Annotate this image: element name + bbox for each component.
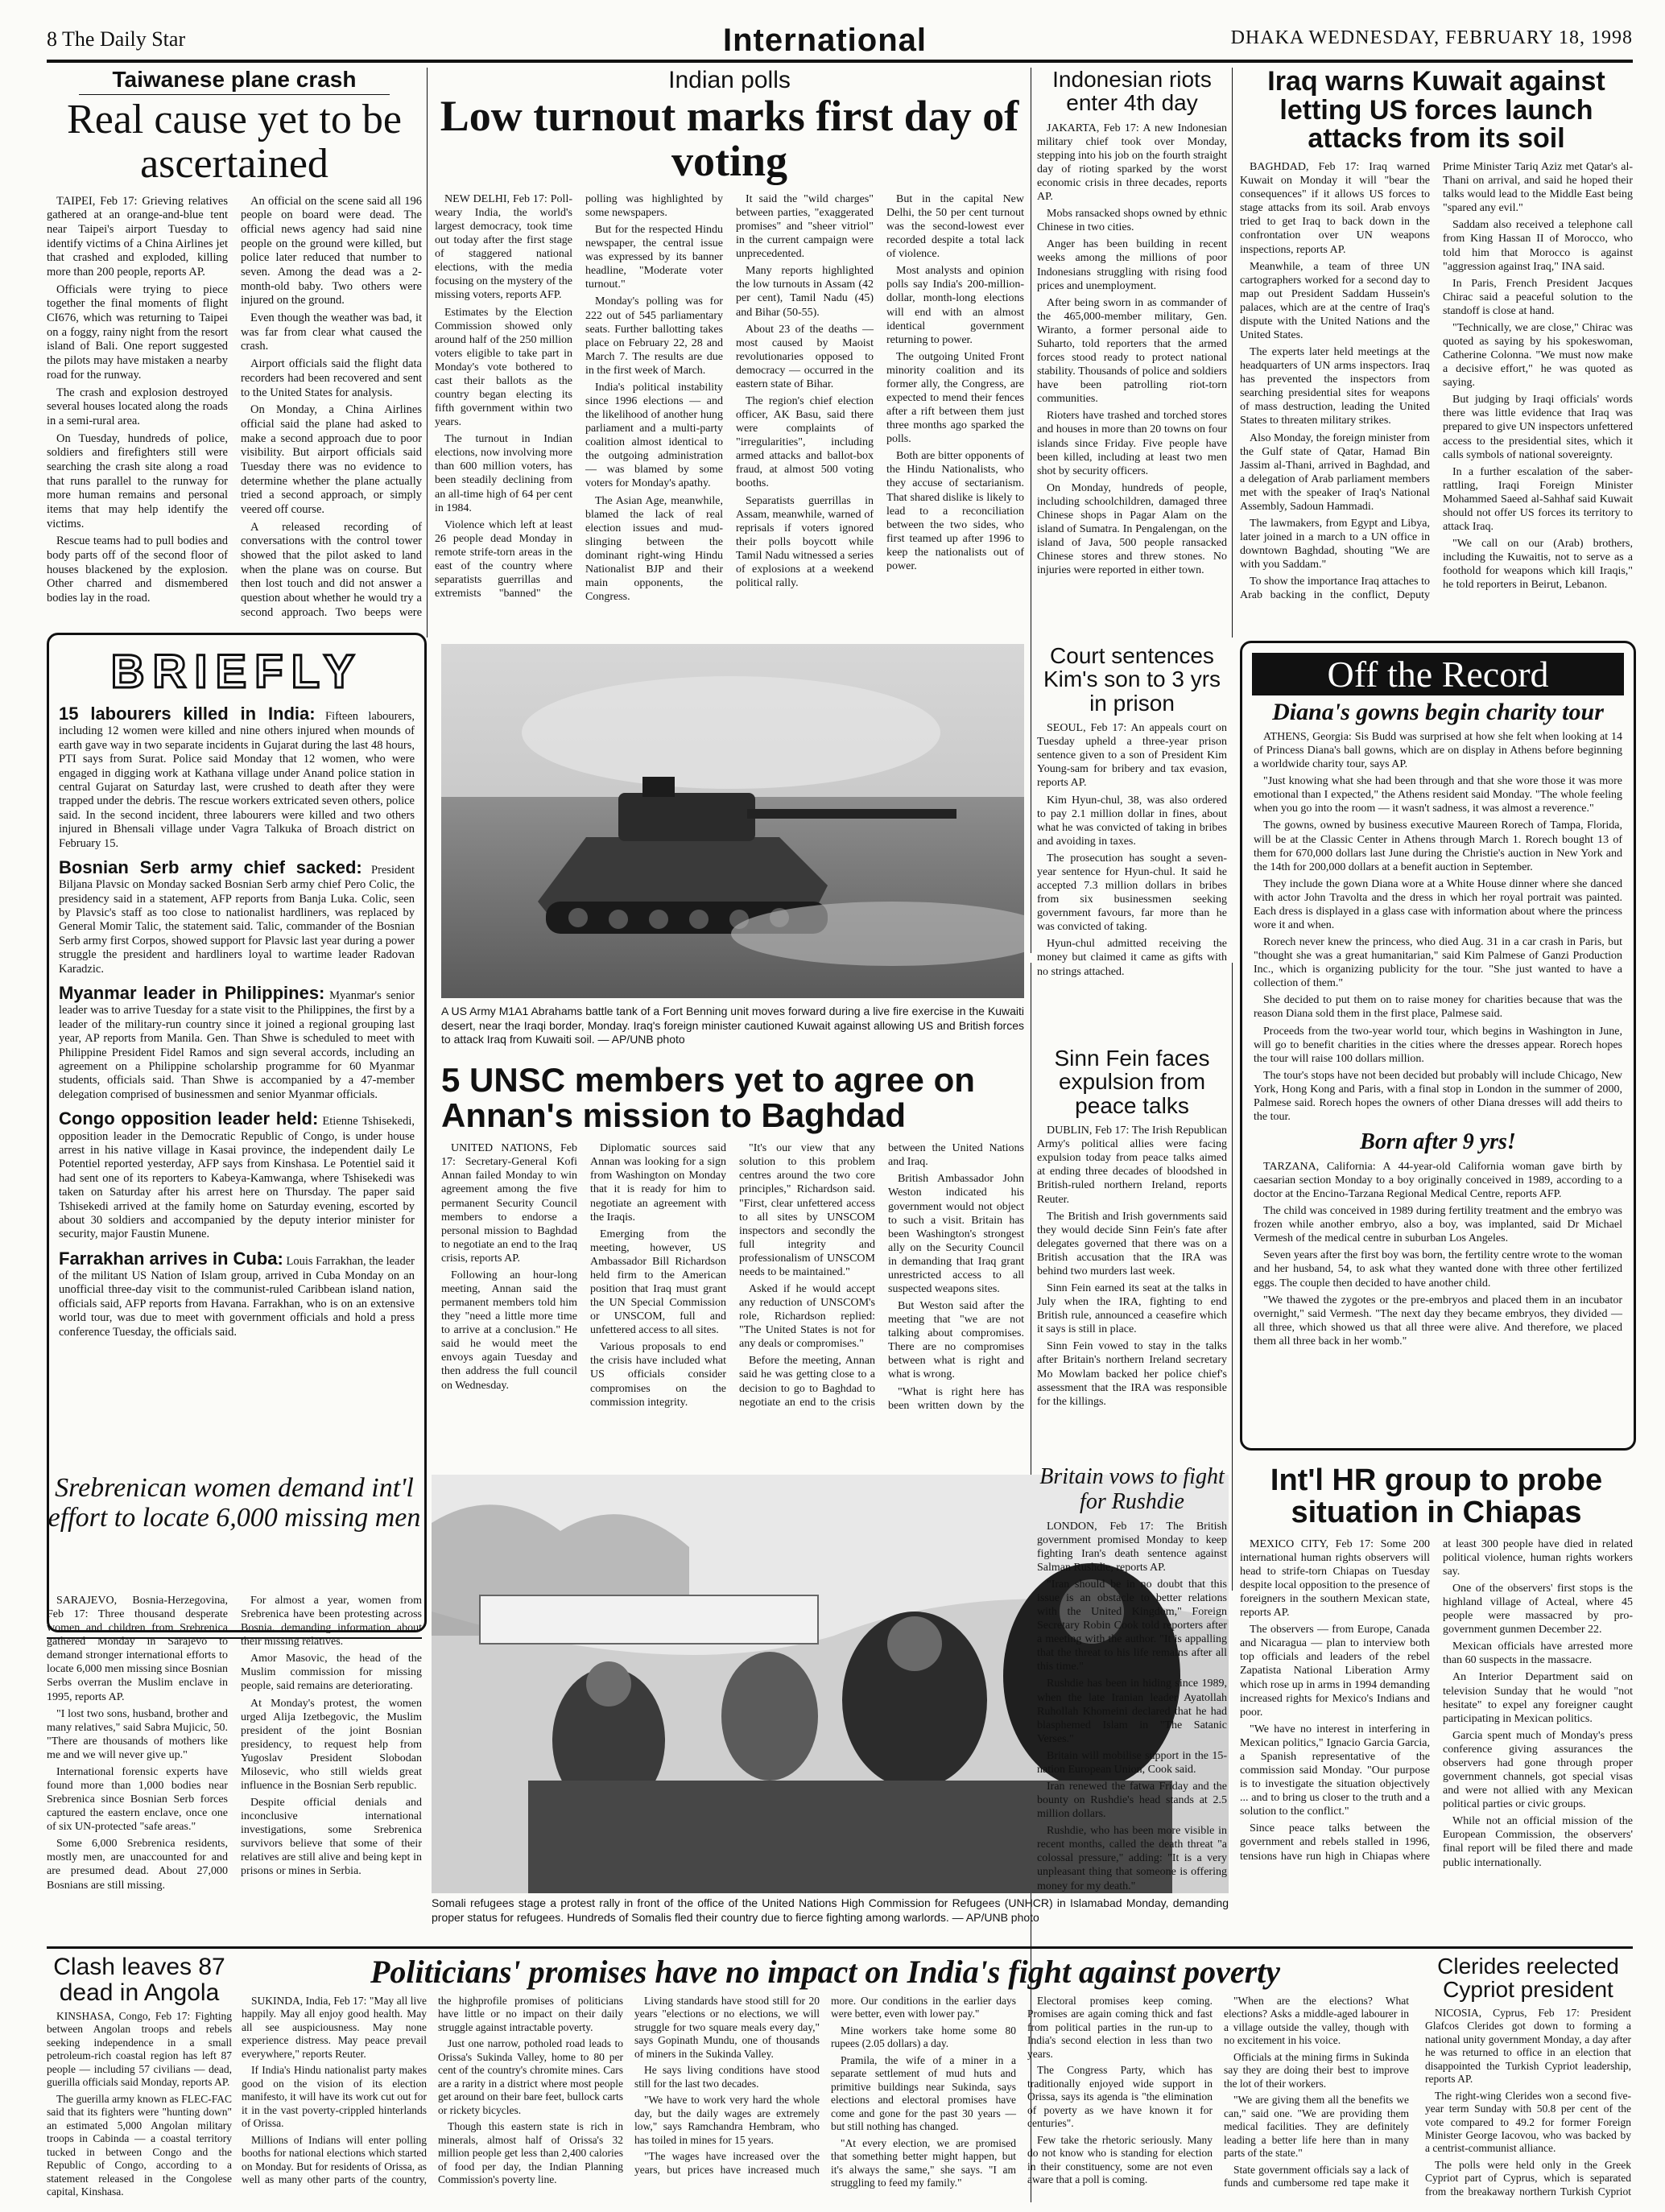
angola-headline: Clash leaves 87 dead in Angola [53,1954,225,2006]
india-headline: Low turnout marks first day of voting [440,91,1019,186]
brief-item: Bosnian Serb army chief sacked: President Biljana Plavsic on Monday sacked Bosnian Serb army chief Pero Colic, the presidency said in a statement, AFP reports from Banja Luka. Colic, seen by Plavsic's staff as too close to nationalist hardliners, was replaced by General Momir Talic, the statement said. Talic, commander of the Bosnian Serb army first Corpos, showed support for Plavsic last year during a power struggle the president and hardliners loyal to wartime leader Radovan Karadzic. [59,856,415,976]
angola-body: KINSHASA, Congo, Feb 17: Fighting between Angolan troops and rebels seeking independence in a small petroleum-rich coastal region has left 87 people — including 57 civilians — dead, guerilla officials said Monday, reports AP. The guerilla army known as FLEC-FAC said that its fighters were "hunting down" an estimated 5,000 Angolan military troops in Cabinda — a coastal territory tucked in between Congo and the Republic of Congo, according to a statement released in the Congolese capital, Kinshasa. [47,2010,232,2198]
iraq-body: BAGHDAD, Feb 17: Iraq warned Kuwait on Monday it will "bear the consequences" if it allows US forces to stage attacks from its soil. Arab envoys tried to get Iraq to back down in the confrontation over UN weapons inspections, reports AP. Meanwhile, a team of three UN cartographers worked for a second day to map out President Saddam Hussein's palaces, which are at the centre of Iraq's dispute with the United Nations and the United States. The experts later held meetings at the headquarters of UN arms inspectors. Iraq has prevented the inspectors from searching presidential sites for weapons of mass destruction, leading the United States to threaten military strikes. Also Monday, the foreign minister from the Gulf state of Qatar, Hamad Bin Jassim al-Thani, arrived in Baghdad, and a delegation of Arab parliament members met with the speaker of Iraq's National Assembly, Sadoun Hammadi. The lawmakers, from Egypt and Libya, later joined in a march to a UN office in downtown Baghdad, shouting "We are with you Saddam." To show the importance Iraq attaches to Arab backing in the conflict, Deputy Prime Minister Tariq Aziz met Qatar's al-Thani on arrival, and said he hoped their talks would lead to the Middle East being "spared any evil." Saddam also received a telephone call from King Hassan II of Morocco, who told him that Morocco is against "aggression against Iraq," INA said. In Paris, French President Jacques Chirac said a peaceful solution to the standoff is close at hand. "Technically, we are close," Chirac was quoted as saying by his spokeswoman, Catherine Colonna. "We must now make a decisive effort," he was quoted as saying. But judging by Iraqi officials' words there was little evidence that Iraq was prepared to give UN inspectors unfettered access to the presidential sites, which it calls symbols of national sovereignty. In a further escalation of the saber-rattling, Iraqi Foreign Minister Mohammed Saeed al-Sahhaf said Kuwait should not offer US forces its territory to attack Iraq. "We call on our (Arab) brothers, including the Kuwaitis, not to serve as a foothold for weapons which kill Iraqis," he told reporters in Beirut, Lebanon. [1240,161,1633,602]
otr-title: Off the Record [1252,653,1624,695]
iraq-headline: Iraq warns Kuwait against letting US forces launch attacks from its soil [1267,66,1605,155]
brief-item: Congo opposition leader held: Etienne Tshisekedi, opposition leader in the Democratic Republic of Congo, is under house arrest in his native village in Kasai province, the independent daily Le Potentiel reported yesterday, AFP says from Kinshasa. Le Potentiel said it had sent one of its reporters to Kabeya-Kamwanga, where Tshisekedi was taken on Saturday after his arrest here on Thursday. The paper said Tshisekedi arrived at the family home on Saturday evening, escorted by about 30 soldiers and accompanied by the deputy interior minister for security, major Faustin Munene. [59,1108,415,1241]
tank-image [441,644,1024,998]
poverty-body: SUKINDA, India, Feb 17: "May all live happily. May all enjoy good health. May all see auspiciousness. May none experience distress. May peace prevail everywhere," reports Reuter. If India's Hindu nationalist party makes good on the vision of its election manifesto, it will have its work cut out for it in the vast poverty-crippled hinterlands of Orissa. Millions of Indians will enter polling booths for national elections which started on Monday. But for residents of Orissa, as well as many other parts of the country, the highprofile promises of politicians have little or no impact on their daily struggle against intractable poverty. Just one narrow, potholed road leads to Orissa's Sukinda Valley, home to 80 per cent of the country's chromite mines. Cars are a rarity in a district where most people get around on their bare feet, bullock carts or rickety bicycles. Though this eastern state is rich in minerals, almost half of Orissa's 32 million people get less than 2,400 calories of food per day, the Indian Planning Commission's poverty line. Living standards have stood still for 20 years "elections or no elections, we will struggle for two square meals every day," says Gopinath Mundu, one of thousands of miners in the Sukinda Valley. He says living conditions have stood still for the last two decades. "We have to work very hard the whole day, but the daily wages are extremely low," says Ramchandra Hembram, who has toiled in mines for 15 years. "The wages have increased over the years, but prices have increased much more. Our conditions in the earlier days were better, even with lower pay." Mine workers take home some 80 rupees (2.05 dollars) a day. Pramila, the wife of a miner in a separate settlement of mud huts and primitive buildings near Sukinda, says elections and electoral promises have come and gone for the past 30 years — but still nothing has changed. "At every election, we are promised that something better might happen, but it's always the same," she says. "I am struggling to feed my family." Electoral promises keep coming. Promises are again coming thick and fast from political parties in the run-up to India's second election in less than two years. The Congress Party, which has traditionally enjoyed wide support in Orissa, says its agenda is "the elimination of poverty as we have known it for centuries". Few take the rhetoric seriously. Many do not know who is standing for election in their constituency, some are not even aware that a poll is coming. "When are the elections? What elections? Asks a middle-aged labourer in a village outside the valley, though with no excitement in his voice. Officials at the mining firms in Sukinda say they are doing their best to improve the lot of their workers. "We are giving them all the benefits we can," said one. "We are providing them medical facilities. They are definitely leading a better life here than in many parts of the state." State government officials say a lack of funds and cumbersome red tape make it [242,1995,1409,2189]
chiapas-body: MEXICO CITY, Feb 17: Some 200 international human rights observers will head to strife-torn Chiapas on Tuesday despite local opposition to the presence of foreigners in the southern Mexican state, reports AP. The observers — from Europe, Canada and Nicaragua — plan to interview both top officials and leaders of the rebel Zapatista National Liberation Army which rose up in arms in 1994 demanding increased rights for Mexico's Indians and poor. "We have no interest in interfering in Mexican politics," Ignacio Garcia Garcia, a Spanish representative of the commission said Monday. "Our purpose is to investigate the situation objectively ... and to bring us closer to the truth and a solution to the conflict." Since peace talks between the government and rebels stalled in 1996, tensions have run high in Chiapas where at least 300 people have died in related political violence, human rights workers say. One of the observers' first stops is the highland village of Acteal, where 45 people were massacred by pro-government gunmen December 22. Mexican officials have arrested more than 60 suspects in the massacre. An Interior Department said on television Sunday that he would "not hesitate" to expel any foreigner caught participating in Mexican politics. Garcia spent much of Monday's press conference giving assurances the observers had gone through proper government channels, got special visas and were not allied with any Mexican political parties or civic groups. While not an official mission of the European Commission, the observers' final report will be filed there and made public internationally. [1240,1537,1633,1869]
otr-story2-body: TARZANA, California: A 44-year-old California woman gave birth by caesarian section Monday to a boy originally conceived in 1989, according to a doctor at the Encino-Tarzana Regional Medical Centre, reports AFP. The child was conceived in 1989 during fertility treatment and the embryo was frozen while another embryo, also a boy, was implanted, said Dr Michael Vermesh of the medical centre in suburban Los Angeles. Seven years after the first boy was born, the fertility centre wrote to the woman and her husband, 54, to ask what they wanted done with three other fertilized eggs. The couple then decided to have another child. "We thawed the zygotes or the pre-embryos and placed them in an incubator overnight," said Vermesh. "The next day they became embryos, they divided — all three, which showed us that all three were alive. And therefore, we placed them all three back in her womb." [1254,1160,1622,1347]
india-body: NEW DELHI, Feb 17: Poll-weary India, the world's largest democracy, took time out today after the first stage of staggered national elections, with the media focusing on the mystery of the missing voters, reports AFP. Estimates by the Election Commission showed only around half of the 250 million voters eligible to take part in Monday's vote bothered to cast their ballots as the country began electing its fifth government within two years. The turnout in Indian elections, now involving more than 600 million voters, has been steadily declining from an all-time high of 64 per cent in 1984. Violence which left at least 26 people dead Monday in remote strife-torn areas in the east of the country where separatists guerrillas and extremists "banned" the polling was highlighted by some newspapers. But for the respected Hindu newspaper, the central issue was expressed by its banner headline, "Moderate voter turnout." Monday's polling was for 222 out of 545 parliamentary seats. Further ballotting takes place on February 22, 28 and March 7. The results are due in the first week of March. India's political instability since 1996 elections — and the likelihood of another hung parliament and a multi-party coalition almost identical to the outgoing administration — was blamed by some voters for Monday's apathy. The Asian Age, meanwhile, blamed the lack of real election issues and mud-slinging between the dominant right-wing Hindu Nationalist BJP and their main opponents, the Congress. It said the "wild charges" between parties, "exaggerated promises" and "sheer vitriol" in the current campaign were unprecedented. Many reports highlighted the low turnouts in Assam (42 per cent), Tamil Nadu (45) and Bihar (50-55). About 23 of the deaths — most caused by Maoist revolutionaries opposed to democracy — occurred in the eastern state of Bihar. The region's chief election officer, AK Basu, said there were complaints of "irregularities", including armed attacks and ballot-box fraud, at almost 500 voting booths. Separatists guerrillas in Assam, meanwhile, warned of reprisals if voters ignored their polls boycott while Tamil Nadu witnessed a series of explosions at a weekend political rally. But in the capital New Delhi, the 50 per cent turnout was the second-lowest ever recorded despite a total lack of violence. Most analysts and opinion polls say India's 200-million-dollar, month-long elections will end with an almost identical government returning to power. The outgoing United Front minority coalition and its former ally, the Congress, are expected to mend their fences after a rift between them just three months ago sparked the polls. Both are bitter opponents of the Hindu Nationalists, who they accuse of sectarianism. That shared dislike is likely to lead to a reconciliation between the two sides, who first teamed up after 1996 to keep the nationalists out of power. [435,192,1024,604]
masthead [47,23,1633,61]
off-the-record-box [1240,641,1636,1451]
srebrenica-story [47,1473,422,1533]
india-kicker: Indian polls [668,67,791,93]
taiwan-story [47,68,422,621]
unsc-headline: 5 UNSC members yet to agree on Annan's mission to Baghdad [441,1061,975,1135]
indonesia-body: JAKARTA, Feb 17: A new Indonesian military chief took over Monday, stepping into his job on the fourth straight day of rioting sparked by the worst economic crisis in three decades, reports AP. Mobs ransacked shops owned by ethnic Chinese in two cities. Anger has been building in recent weeks among the millions of poor Indonesians struggling with rising food prices and unemployment. After being sworn in as commander of the 465,000-member military, Gen. Wiranto, a former personal aide to Suharto, told reporters that the armed forces stood ready to protect national stability. Thousands of police and soldiers have been patrolling riot-torn communities. Rioters have trashed and torched stores and houses in more than 20 towns on four islands since Friday. Five people have been killed, including at least two men shot by security officers. On Monday, hundreds of people, including schoolchildren, damaged three Chinese shops in Pagar Alam on the island of Sumatra. In Pengalengan, on the island of Java, 500 people ransacked Chinese stores and threw stones. No injuries were reported in either town. [1037,122,1227,577]
srebrenica-headline: Srebrenican women demand int'l effort to locate 6,000 missing men [48,1473,421,1533]
otr-story1-headline: Diana's gowns begin charity tour [1272,699,1604,725]
cyprus-body: NICOSIA, Cyprus, Feb 17: President Glafcos Clerides got down to forming a national unity government Monday, a day after he was returned to office in an election that disappointed the Turkish Cypriot leadership, reports AP. The right-wing Clerides won a second five-year term Sunday with 50.8 per cent of the vote compared to 49.2 for former Foreign Minister George Iacovou, who was backed by a centrist-communist alliance. The polls were held only in the Greek Cypriot part of Cyprus, which is separated from the breakaway northern Turkish Cypriot [1425,2006,1631,2198]
taiwan-headline: Real cause yet to be ascertained [67,97,402,187]
cyprus-headline: Clerides reelected Cypriot president [1437,1954,1619,2003]
poverty-story [242,1954,1409,2196]
brief-item: Myanmar leader in Philippines: Myanmar's senior leader was to arrive Tuesday for a state visit to the Philippines, the first by a leader of the military-run country since it joined a regional grouping last year, AP reports from Manila. Gen. Than Shwe is scheduled to meet with Philippine President Fidel Ramos and sign several accords, including an agreement on a Philippine scholarship programme for 60 Myanmar students, officials said. Than Shwe is accompanied by a 47-member delegation comprised of businessmen and senior Myanmar officials. [59,983,415,1101]
rushdie-body: LONDON, Feb 17: The British government promised Monday to keep fighting Iran's death sentence against Salman Rushdie, reports AP. "Iran should be in no doubt that this issue is an obstacle to better relations with the United Kingdom," Foreign Secretary Robin Cook told reporters after a meeting with the author. "It is appalling that the threat to his life remains after all this time." Rushdie has been in hiding since 1989, when the late Iranian leader Ayatollah Ruhollah Khomeini declared that he had blasphemed Islam in "The Satanic Verses." Britain will mobilise support in the 15-nation European Union, Cook said. Iran renewed the fatwa Friday and the bounty on Rushdie's head stands at 2.5 million dollars. Rushdie, who has been more visible in recent months, called the death threat "a colossal pressure," adding: "It is a very unpleasant thing that someone is offering money for my death." [1037,1520,1227,1892]
unsc-body: UNITED NATIONS, Feb 17: Secretary-General Kofi Annan failed Monday to win agreement among the five permanent Security Council members to endorse a personal mission to Baghdad to negotiate an end to the Iraq crisis, reports AP. Following an hour-long meeting, Annan said the permanent members told him they "need a little more time to arrive at a conclusion." He said he would meet the envoys again Tuesday and then address the full council on Wednesday. Diplomatic sources said Annan was looking for a sign from Washington on Monday that it is ready for him to negotiate an agreement with the Iraqis. Emerging from the meeting, however, US Ambassador Bill Richardson held firm to the American position that Iraq must grant the UN Special Commission or UNSCOM, full and unfettered access to all sites. Various proposals to end the crisis have included what US officials consider compromises on the commission integrity. "It's our view that any solution to this problem centres around the two core principles," Richardson said. "First, clear unfettered access to all sites by UNSCOM inspectors and secondly the full integrity and professionalism of UNSCOM needs to be maintained." Asked if he would accept any reduction of UNSCOM's role, Richardson replied: "The United States is not for any deals or compromises." Before the meeting, Annan said he was getting close to a decision to go to Baghdad to negotiate an end to the crisis between the United Nations and Iraq. British Ambassador John Weston indicated his government would not object to such a visit. Britain has been Washington's strongest ally on the Security Council in demanding that Iraq grant unrestricted access to all suspected weapons sites. But Weston said after the meeting that "we are not talking about compromises. There are no compromises between what is right and what is wrong. "What is right here has been written down by the [441,1142,1024,1412]
rushdie-headline: Britain vows to fight for Rushdie [1039,1464,1225,1514]
chiapas-headline: Int'l HR group to probe situation in Chiapas [1270,1463,1603,1529]
section-title: International [723,23,928,58]
sinnfein-headline: Sinn Fein faces expulsion from peace talks [1054,1046,1210,1118]
angola-story [47,1954,232,2203]
page-label: 8 The Daily Star [47,27,186,51]
taiwan-kicker: Taiwanese plane crash [112,67,357,92]
dateline: DHAKA WEDNESDAY, FEBRUARY 18, 1998 [1230,27,1633,48]
sinnfein-body: DUBLIN, Feb 17: The Irish Republican Army's political allies were facing expulsion today from peace talks aimed at ending three decades of bloodshed in British-ruled northern Ireland, reports Reuter. The British and Irish governments said they would decide Sinn Fein's fate after delegates governed that there was on a British accusation that the IRA was behind two murders last week. Sinn Fein earned its seat at the talks in July when the IRA, fighting to end British rule, announced a ceasefire which it says is still in place. Sinn Fein vowed to stay in the talks after Britain's northern Ireland secretary Mo Mowlam backed her police chief's assessment that the IRA was responsible for the killings. [1037,1125,1227,1408]
masthead-rule [47,60,1633,63]
briefly-title: BRIEFLY [110,646,363,698]
rushdie-story [1037,1465,1227,1954]
column-rule [1232,68,1233,638]
indonesia-headline: Indonesian riots enter 4th day [1052,67,1212,116]
korea-body: SEOUL, Feb 17: An appeals court on Tuesday upheld a three-year prison sentence given to a son of President Kim Young-sam for bribery and tax evasion, reports AP. Kim Hyun-chul, 38, was also ordered to pay 2.1 million dollar in fines, about what he was convicted of taking in bribes and avoiding in taxes. The prosecution has sought a seven-year sentence for Hyun-chul. It said he accepted 7.3 million dollars in bribes from six businessmen seeking government favours, far more than he was convicted of taking. Hyun-chul admitted receiving the money but claimed it came as gifts with no strings attached. [1037,722,1227,978]
column-rule [427,68,428,638]
sinnfein-story [1037,1046,1227,1494]
somali-caption: Somali refugees stage a protest rally in front of the office of the United Nations High Commission for Refugees (UNHCR) in Islamabad Monday, demanding proper status for refugees. Hundreds of Somalis fled their country due to fierce fighting among warlords. — AP/UNB photo [432,1896,1229,1924]
unsc-story [441,1063,1024,1415]
poverty-headline: Politicians' promises have no impact on India's fight against poverty [370,1954,1281,1990]
tank-photo [441,644,1024,998]
tank-caption: A US Army M1A1 Abrahams battle tank of a Fort Benning unit moves forward during a live fire exercise in the Kuwaiti desert, near the Iraqi border, Monday. Iraq's foreign minister cautioned Kuwait against allowing US and British forces to attack Iraq from Kuwaiti soil. — AP/UNB photo [441,1005,1024,1046]
srebrenica-body: SARAJEVO, Bosnia-Herzegovina, Feb 17: Three thousand desperate women and children from Srebrenica gathered Monday in Sarajevo to demand stronger international efforts to locate 6,000 men missing since Bosnian Serbs overran the Muslim enclave in 1995, reports AP. "I lost two sons, husband, brother and many relatives," said Sabra Mujicic, 50. "There are thousands of mothers like me and we will never give up." International forensic experts have found more than 1,000 bodies near Srebrenica since Bosnian Serb forces captured the eastern enclave, once one of six UN-protected "safe areas." Some 6,000 Srebrenica residents, mostly men, are unaccounted for and are presumed dead. About 27,000 Bosnians are still missing. For almost a year, women from Srebrenica have been protesting across Bosnia, demanding information about their missing relatives. Amor Masovic, the head of the Muslim commission for missing people, said remains are deteriorating. At Monday's protest, the women urged Alija Izetbegovic, the Muslim president of the joint Bosnian presidency, to request help from Yugoslav President Slobodan Milosevic, who still wields great influence in the Bosnian Serb republic. Despite official denials and inconclusive international investigations, some Srebrenica survivors believe that some of their relatives are still alive and being kept in prisons or mines in Serbia. [47,1595,422,1892]
section-rule [47,1946,1633,1949]
cyprus-story [1425,1954,1631,2200]
indonesia-story [1037,68,1227,653]
otr-story1-body: ATHENS, Georgia: Sis Budd was surprised at how she felt when looking at 14 of Princess Diana's ball gowns, which are on display in Athens before beginning a worldwide charity tour, says AP. "Just knowing what she had been through and that she wore those it was more emotional than I expected," the Athens resident said Monday. "The whole feeling when you go into the room — it wasn't sadness, it was almost a reverence." The gowns, owned by business executive Maureen Rorech of Tampa, Florida, will be at the Classic Center in Athens through March 1. Rorech bought 13 of them for 670,000 dollars last June during the Christie's auction in New York and the 14th for 200,000 dollars at a benefit auction in September. They include the gown Diana wore at a White House dinner where she danced with actor John Travolta and the dress in which her royal portrait was painted. Each dress is displayed in a glass case with information about where the princess wore it and when. Rorech never knew the princess, who died Aug. 31 in a car crash in Paris, but "thought she was a great humanitarian," said Kim Palmese of Ganzi Production Inc., which is organizing publicity for the tour. "She just wanted to have a collection of them." She decided to put them on to raise money for charities because that was the reason Diana sold them in the first place, Palmese said. Proceeds from the two-year world tour, which begins in Washington in June, will go to benefit charities in the cities where the dresses appear. Rorech hopes the tour will raise 100 dollars million. The tour's stops have not been decided but probably will include Chicago, New York, Hong Kong and Paris, with a final stop in London in the summer of 2000, Palmese said. Rorech hopes the owners of other Diana dresses will add theirs to the tour. [1254,731,1622,1124]
chiapas-story [1240,1465,1633,1908]
india-story [435,68,1024,619]
korea-story [1037,644,1227,1035]
column-rule [1232,963,1233,1591]
iraq-story [1240,68,1633,635]
korea-headline: Court sentences Kim's son to 3 yrs in prison [1043,643,1221,716]
otr-story2-headline: Born after 9 yrs! [1360,1129,1516,1155]
taiwan-body: TAIPEI, Feb 17: Grieving relatives gathered at an orange-and-blue tent near Taipei's airport Tuesday to identify victims of a China Airlines jet that crashed and exploded, killing more than 200 people, reports AP. Officials were trying to piece together the final moments of flight CI676, which was returning to Taipei on a foggy, rainy night from the resort island of Bali. One report suggested the pilots may have mistaken a nearby road for the runway. The crash and explosion destroyed several houses located along the roads in a semi-rural area. On Tuesday, hundreds of police, soldiers and firefighters still were searching the crash site along a road that runs parallel to the runway for more human remains and personal items that may help identify the victims. Rescue teams had to pull bodies and body parts off of the second floor of houses blackened by the explosion. Other charred and dismembered bodies lay in the road. An official on the scene said all 196 people on board were dead. The official news agency had said nine people on the ground were killed, but police later reduced that number to seven. Among the dead was a 2-month-old baby. Two others were injured on the ground. Even though the weather was bad, it was far from clear what caused the crash. Airport officials said the flight data recorders had been recovered and sent to the United States for analysis. On Monday, a China Airlines official said the plane had asked to make a second approach due to poor visibility. But airport officials said Tuesday there was no evidence to determine whether the plane actually tried a second approach, or simply veered off course. A released recording of conversations with the control tower showed that the pilot asked to land when the plane was on course. But then lost touch and did not answer a question about whether he would try a second approach. Two beeps were [47,194,422,619]
brief-item: Farrakhan arrives in Cuba: Louis Farrakhan, the leader of the militant US Nation of Islam group, arrived in Cuba Monday on an unofficial three-day visit to the communist-ruled Caribbean island nation, officials said, AFP reports from Havana. Farrakhan, who is on an extensive world tour, was due to meet with government officials and hold a press conference Tuesday, the officials said. [59,1248,415,1339]
brief-item: 15 labourers killed in India: Fifteen labourers, including 12 women were killed and nine others injured when mounds of earth gave way in two separate incidents in Gujarat during the last 48 hours, PTI says from Surat. Police said Monday that 12 women, who were engaged in digging work at Kathana village under Anand police station in central Gujarat on Saturday last, were crushed to death after they were trapped under the debris. The rescue workers extricated seven others, police said. In the second incident, three labourers were killed and two others injured in Bhensali village under Vagra Talkuka of Broach district on February 15. [59,704,415,850]
